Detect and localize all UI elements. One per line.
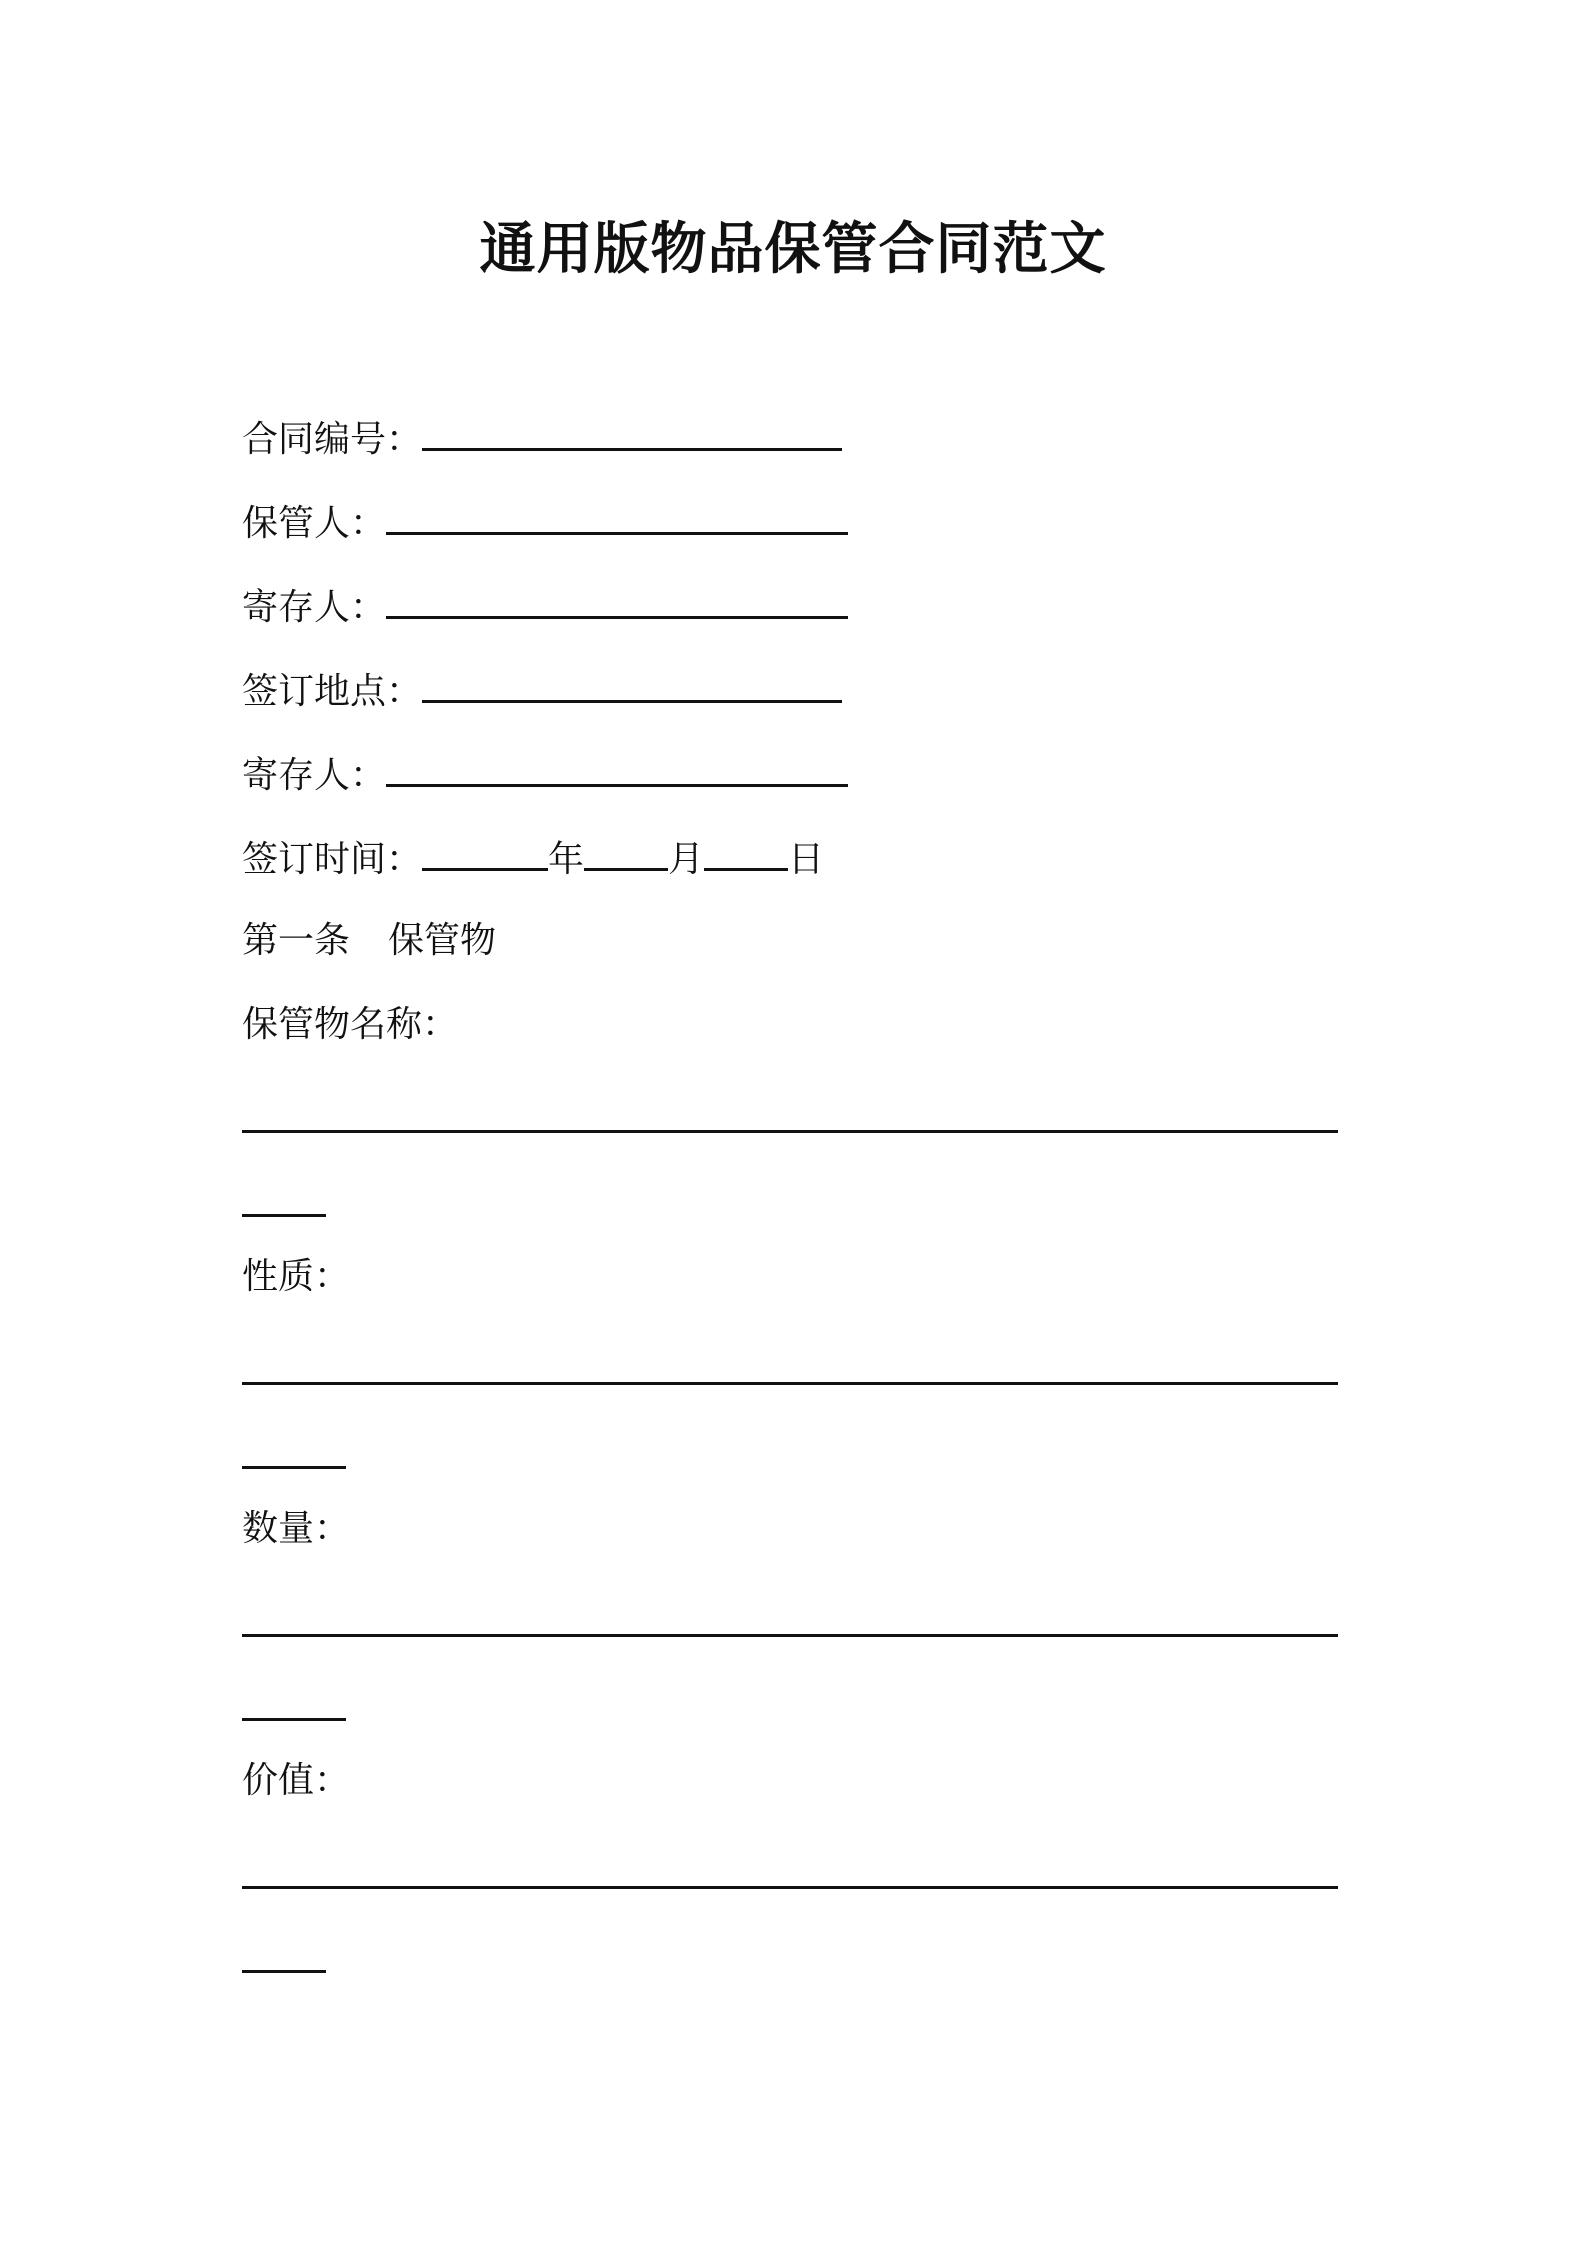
day-label: 日: [788, 839, 825, 880]
quantity-blank[interactable]: [242, 1634, 1338, 1637]
depositor-blank-2[interactable]: [386, 748, 848, 787]
value-line: [242, 1756, 350, 1806]
item-name-line: [242, 1000, 458, 1050]
value-blank[interactable]: [242, 1886, 1338, 1889]
depositor-line-2: [242, 748, 848, 801]
nature-label: 性质：: [242, 1256, 351, 1297]
depositor-blank-1[interactable]: [386, 580, 848, 619]
quantity-blank-cont[interactable]: [242, 1718, 346, 1721]
quantity-line: [242, 1504, 350, 1554]
month-label: 月: [668, 839, 705, 880]
contract-number-label: 合同编号：: [242, 419, 423, 460]
custodian-blank[interactable]: [386, 496, 848, 535]
year-blank[interactable]: [422, 832, 548, 871]
month-blank[interactable]: [584, 832, 668, 871]
value-label: 价值：: [242, 1760, 351, 1801]
contract-number-line: [242, 412, 842, 465]
article-1-heading: [242, 916, 496, 966]
depositor-line-1: [242, 580, 848, 633]
depositor-label-2: 寄存人：: [242, 755, 387, 796]
sign-place-line: [242, 664, 842, 717]
sign-time-label: 签订时间：: [242, 839, 423, 880]
item-name-label: 保管物名称：: [242, 1004, 459, 1045]
nature-blank-cont[interactable]: [242, 1466, 346, 1469]
sign-place-blank[interactable]: [422, 664, 842, 703]
quantity-label: 数量：: [242, 1508, 351, 1549]
custodian-line: [242, 496, 848, 549]
value-blank-cont[interactable]: [242, 1970, 326, 1973]
day-blank[interactable]: [704, 832, 788, 871]
year-label: 年: [548, 839, 585, 880]
nature-line: [242, 1252, 350, 1302]
article-1-title: 保管物: [388, 920, 497, 961]
depositor-label-1: 寄存人：: [242, 587, 387, 628]
item-name-blank-cont[interactable]: [242, 1214, 326, 1217]
sign-time-line: [242, 832, 824, 885]
item-name-blank[interactable]: [242, 1130, 1338, 1133]
custodian-label: 保管人：: [242, 503, 387, 544]
sign-place-label: 签订地点：: [242, 671, 423, 712]
article-1-number: 第一条: [242, 920, 351, 961]
nature-blank[interactable]: [242, 1382, 1338, 1385]
contract-number-blank[interactable]: [422, 412, 842, 451]
document-title: 通用版物品保管合同范文: [479, 217, 1107, 282]
